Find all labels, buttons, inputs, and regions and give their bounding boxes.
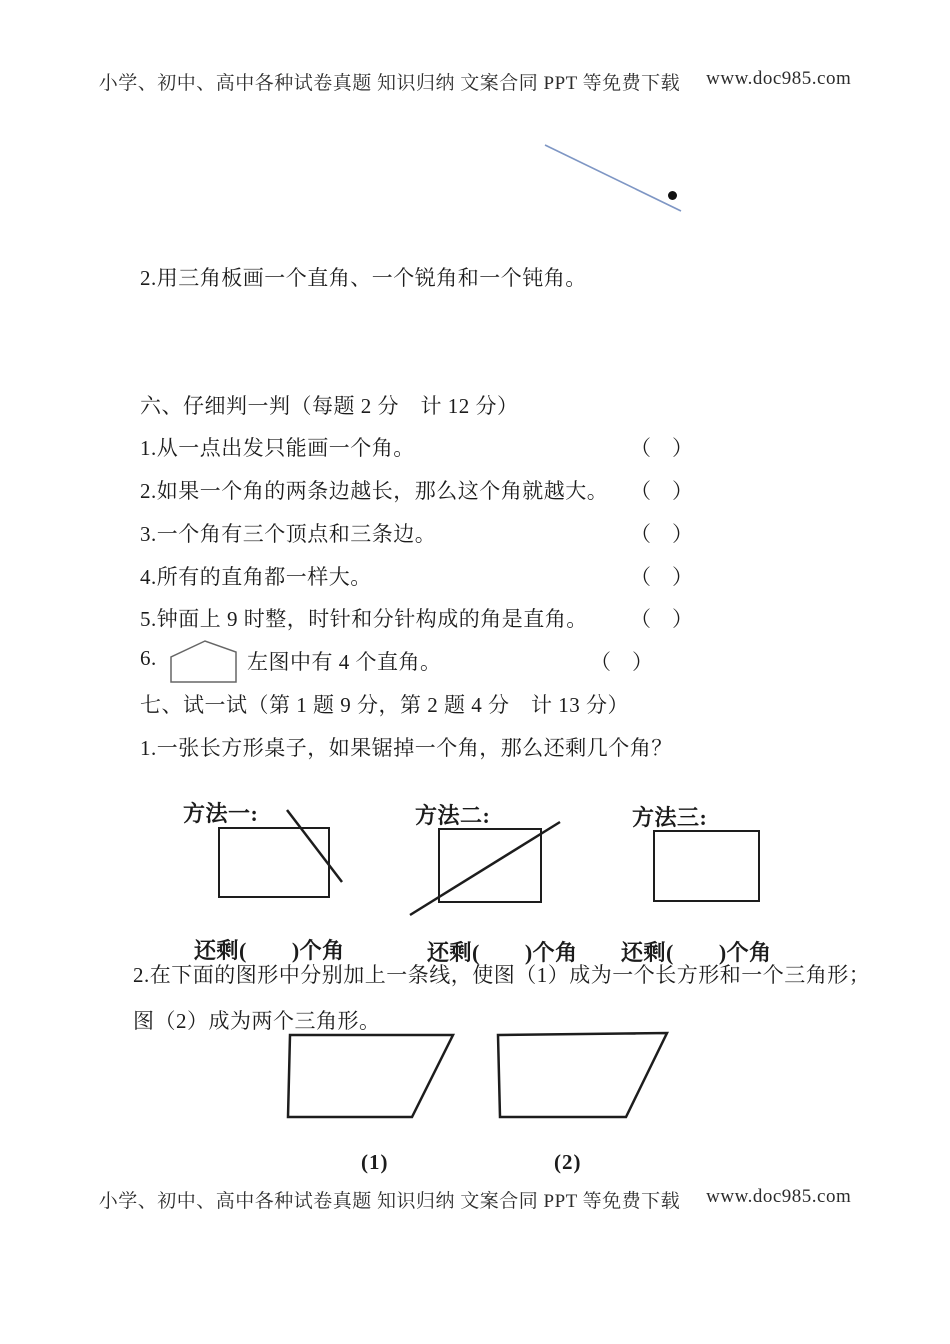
tf-item-5-text: 5.钟面上 9 时整，时针和分针构成的角是直角。	[140, 607, 588, 631]
trapezoid-figure-2	[498, 1033, 667, 1117]
draw-angles-question: 2.用三角板画一个直角、一个锐角和一个钝角。	[140, 266, 587, 290]
method3-remain-blank[interactable]: 还剩( )个角	[621, 940, 772, 965]
house-pentagon-figure	[166, 636, 244, 688]
section6-title: 六、仔细判一判（每题 2 分 计 12 分）	[140, 394, 519, 418]
figure2-label: (2)	[554, 1150, 582, 1174]
tf-item-1-answer-brackets[interactable]: （ ）	[630, 436, 693, 460]
tf-item-5-answer-brackets[interactable]: （ ）	[630, 607, 693, 631]
tf-item-2-text: 2.如果一个角的两条边越长，那么这个角就越大。	[140, 479, 609, 503]
tf-item-4-text: 4.所有的直角都一样大。	[140, 565, 372, 589]
method1-remain-blank[interactable]: 还剩( )个角	[194, 938, 345, 963]
method2-remain-blank[interactable]: 还剩( )个角	[427, 940, 578, 965]
method-cut-lines	[180, 795, 830, 930]
section7-q1-text: 1.一张长方形桌子，如果锯掉一个角，那么还剩几个角？	[140, 736, 673, 760]
footer-site-link[interactable]: www.doc985.com	[706, 1186, 852, 1207]
footer-promo-text: 小学、初中、高中各种试卷真题 知识归纳 文案合同 PPT 等免费下载	[98, 1191, 681, 1212]
tf-item-6-text: 左图中有 4 个直角。	[247, 650, 442, 674]
tf-item-3-answer-brackets[interactable]: （ ）	[630, 522, 693, 546]
method1-label: 方法一:	[183, 801, 259, 826]
header-site-link[interactable]: www.doc985.com	[706, 68, 852, 89]
page-header	[0, 68, 950, 95]
trapezoid-figures	[280, 1028, 680, 1123]
tf-item-2-answer-brackets[interactable]: （ ）	[630, 479, 693, 503]
method2-label: 方法二:	[415, 803, 491, 828]
angle-vertex-dot	[668, 191, 677, 200]
page-footer	[0, 1186, 950, 1213]
method3-label: 方法三:	[632, 805, 708, 830]
method2-cut-line	[410, 822, 560, 915]
tf-item-6-number: 6.	[140, 646, 157, 670]
tf-item-1-text: 1.从一点出发只能画一个角。	[140, 436, 415, 460]
section7-q2-line2: 图（2）成为两个三角形。	[133, 1009, 381, 1033]
section7-title: 七、试一试（第 1 题 9 分，第 2 题 4 分 计 13 分）	[140, 693, 629, 717]
trapezoid-figure-1	[288, 1035, 453, 1117]
header-promo-text: 小学、初中、高中各种试卷真题 知识归纳 文案合同 PPT 等免费下载	[98, 73, 681, 94]
tf-item-4-answer-brackets[interactable]: （ ）	[630, 565, 693, 589]
angle-ray-line	[540, 140, 690, 218]
figure1-label: (1)	[361, 1150, 389, 1174]
tf-item-3-text: 3.一个角有三个顶点和三条边。	[140, 522, 437, 546]
method1-cut-line	[287, 810, 342, 882]
tf-item-6-answer-brackets[interactable]: （ ）	[590, 650, 653, 674]
section7-q2-line1: 2.在下面的图形中分别加上一条线，使图（1）成为一个长方形和一个三角形；	[133, 963, 871, 987]
